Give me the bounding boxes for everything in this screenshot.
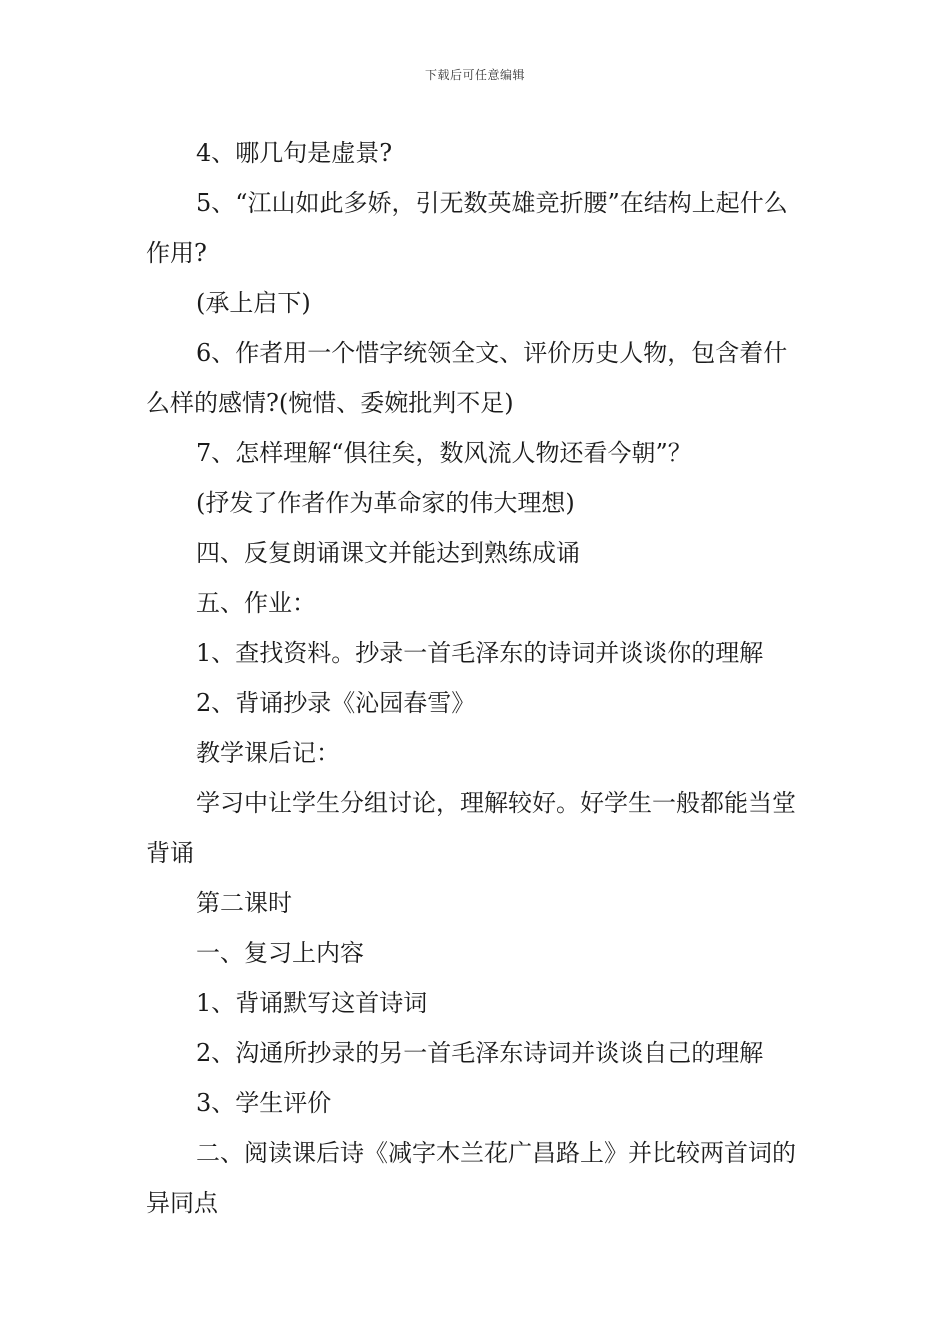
paragraph-8: 五、作业： bbox=[196, 589, 316, 617]
paragraph-16: 2、沟通所抄录的另一首毛泽东诗词并谈谈自己的理解 bbox=[196, 1039, 764, 1067]
paragraph-2: 5、“江山如此多娇，引无数英雄竞折腰”在结构上起什么作用? bbox=[146, 189, 788, 267]
paragraph-11: 教学课后记： bbox=[196, 739, 340, 767]
paragraph-1: 4、哪几句是虚景? bbox=[196, 139, 393, 167]
paragraph-12: 学习中让学生分组讨论，理解较好。好学生一般都能当堂背诵 bbox=[146, 789, 796, 867]
paragraph-3: (承上启下) bbox=[196, 289, 311, 317]
paragraph-18: 二、阅读课后诗《减字木兰花广昌路上》并比较两首词的异同点 bbox=[146, 1139, 796, 1217]
paragraph-15: 1、背诵默写这首诗词 bbox=[196, 989, 428, 1017]
document-body bbox=[146, 128, 810, 1228]
paragraph-17: 3、学生评价 bbox=[196, 1089, 332, 1117]
paragraph-4: 6、作者用一个惜字统领全文、评价历史人物，包含着什么样的感情?(惋惜、委婉批判不足) bbox=[146, 339, 788, 417]
paragraph-5: 7、怎样理解“俱往矣，数风流人物还看今朝”？ bbox=[196, 439, 692, 467]
paragraph-9: 1、查找资料。抄录一首毛泽东的诗词并谈谈你的理解 bbox=[196, 639, 764, 667]
paragraph-13: 第二课时 bbox=[196, 889, 292, 917]
paragraph-10: 2、背诵抄录《沁园春雪》 bbox=[196, 689, 476, 717]
page-header: 下载后可任意编辑 bbox=[424, 68, 525, 82]
paragraph-6: (抒发了作者作为革命家的伟大理想) bbox=[196, 489, 575, 517]
paragraph-14: 一、复习上内容 bbox=[196, 939, 364, 967]
paragraph-7: 四、反复朗诵课文并能达到熟练成诵 bbox=[196, 539, 580, 567]
